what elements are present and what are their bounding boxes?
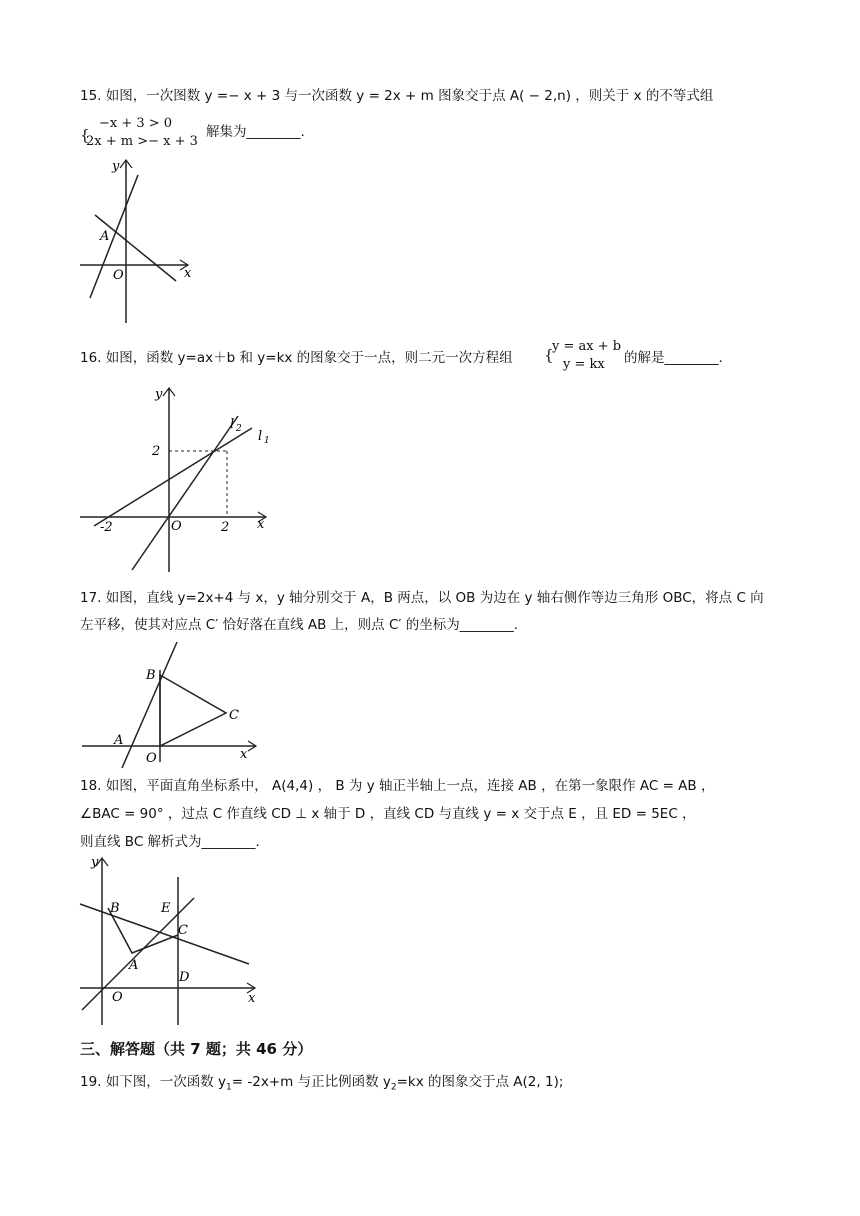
q19-line1 (80, 1072, 563, 1098)
q17-line1: 17. 如图，直线 y=2x+4 与 x，y 轴分别交于 A，B 两点，以 OB 为边在 y 轴右侧作等边三角形 OBC，将点 C 向 (80, 590, 764, 606)
q15-line1: 15. 如图，一次图数 y =− x + 3 与一次函数 y = 2x + m 图象交于点 A( − 2,n) ，则关于 x 的不等式组 (80, 88, 714, 104)
q16-line1: 16. 如图，函数 y=ax＋b 和 y=kx 的图象交于一点，则二元一次方程组 (80, 350, 513, 366)
q16-tick-x-neg2: -2 (100, 520, 113, 535)
q15-figure (60, 155, 220, 330)
q16-label-O: O (171, 519, 182, 534)
q17-label-C: C (229, 708, 239, 723)
q15-system-row2: 2x + m >− x + 3 (86, 134, 198, 149)
q17-figure (76, 640, 266, 770)
q19-subscript-2: 2 (390, 1082, 397, 1093)
q16-figure (72, 380, 282, 575)
q18-line3: 则直线 BC 解析式为________. (80, 834, 260, 850)
q15-brace: { (80, 126, 90, 144)
q18-line1: 18. 如图，平面直角坐标系中， A(4,4) ， B 为 y 轴正半轴上一点，连接 AB ，在第一象限作 AC = AB ， (80, 778, 715, 794)
q16-label-l1: l (258, 429, 263, 444)
q18-label-O: O (112, 990, 123, 1005)
q16-answer-prompt: 的解是________. (624, 350, 723, 366)
q18-label-D: D (179, 970, 190, 985)
q18-figure (72, 850, 267, 1025)
q18-label-y: y (91, 855, 99, 870)
q15-label-A: A (100, 229, 110, 244)
q17-label-B: B (146, 668, 156, 683)
q15-label-O: O (113, 268, 124, 283)
q17-label-x: x (240, 747, 248, 762)
q15-system-row1: −x + 3 > 0 (99, 116, 173, 131)
q17-line2: 左平移，使其对应点 C′ 恰好落在直线 AB 上，则点 C′ 的坐标为________. (80, 617, 519, 633)
q16-label-y: y (155, 387, 163, 402)
q19-text-part2: = -2x+m 与正比例函数 y (231, 1074, 391, 1090)
section-3-heading: 三、解答题（共 7 题；共 46 分） (80, 1040, 313, 1058)
q16-label-x: x (257, 517, 265, 532)
q15-label-y: y (112, 159, 120, 174)
q16-system-row2: y = kx (563, 357, 605, 372)
q18-label-A: A (129, 958, 139, 973)
q16-label-l1-subscript: 1 (264, 436, 270, 446)
q18-line2: ∠BAC = 90° ，过点 C 作直线 CD ⊥ x 轴于 D ，直线 CD 与直线 y = x 交于点 E ，且 ED = 5EC ， (80, 806, 696, 822)
q16-tick-x-2: 2 (221, 520, 230, 535)
q15-answer-prompt: 解集为________. (206, 124, 305, 140)
q18-label-B: B (110, 901, 120, 916)
q19-text-part1: 19. 如下图，一次函数 y (80, 1074, 227, 1090)
q15-label-x: x (184, 266, 192, 281)
q18-label-E: E (161, 901, 171, 916)
q17-label-O: O (146, 751, 157, 766)
q17-label-A: A (114, 733, 124, 748)
q19-text-part3: =kx 的图象交于点 A(2, 1); (396, 1074, 564, 1090)
q16-tick-y-2: 2 (152, 444, 161, 459)
q18-label-C: C (178, 923, 188, 938)
q17-line-AB (122, 642, 177, 768)
q15-line-falling (95, 215, 176, 281)
q16-label-l2-subscript: 2 (236, 424, 242, 434)
q18-line-y-eq-x (82, 898, 194, 1010)
q17-triangle-OBC (160, 675, 226, 746)
q16-brace: { (544, 346, 554, 364)
q16-label-l2: l (230, 417, 235, 432)
q16-system-row1: y = ax + b (552, 339, 622, 354)
q18-label-x: x (248, 991, 256, 1006)
q19-subscript-1: 1 (226, 1082, 232, 1093)
